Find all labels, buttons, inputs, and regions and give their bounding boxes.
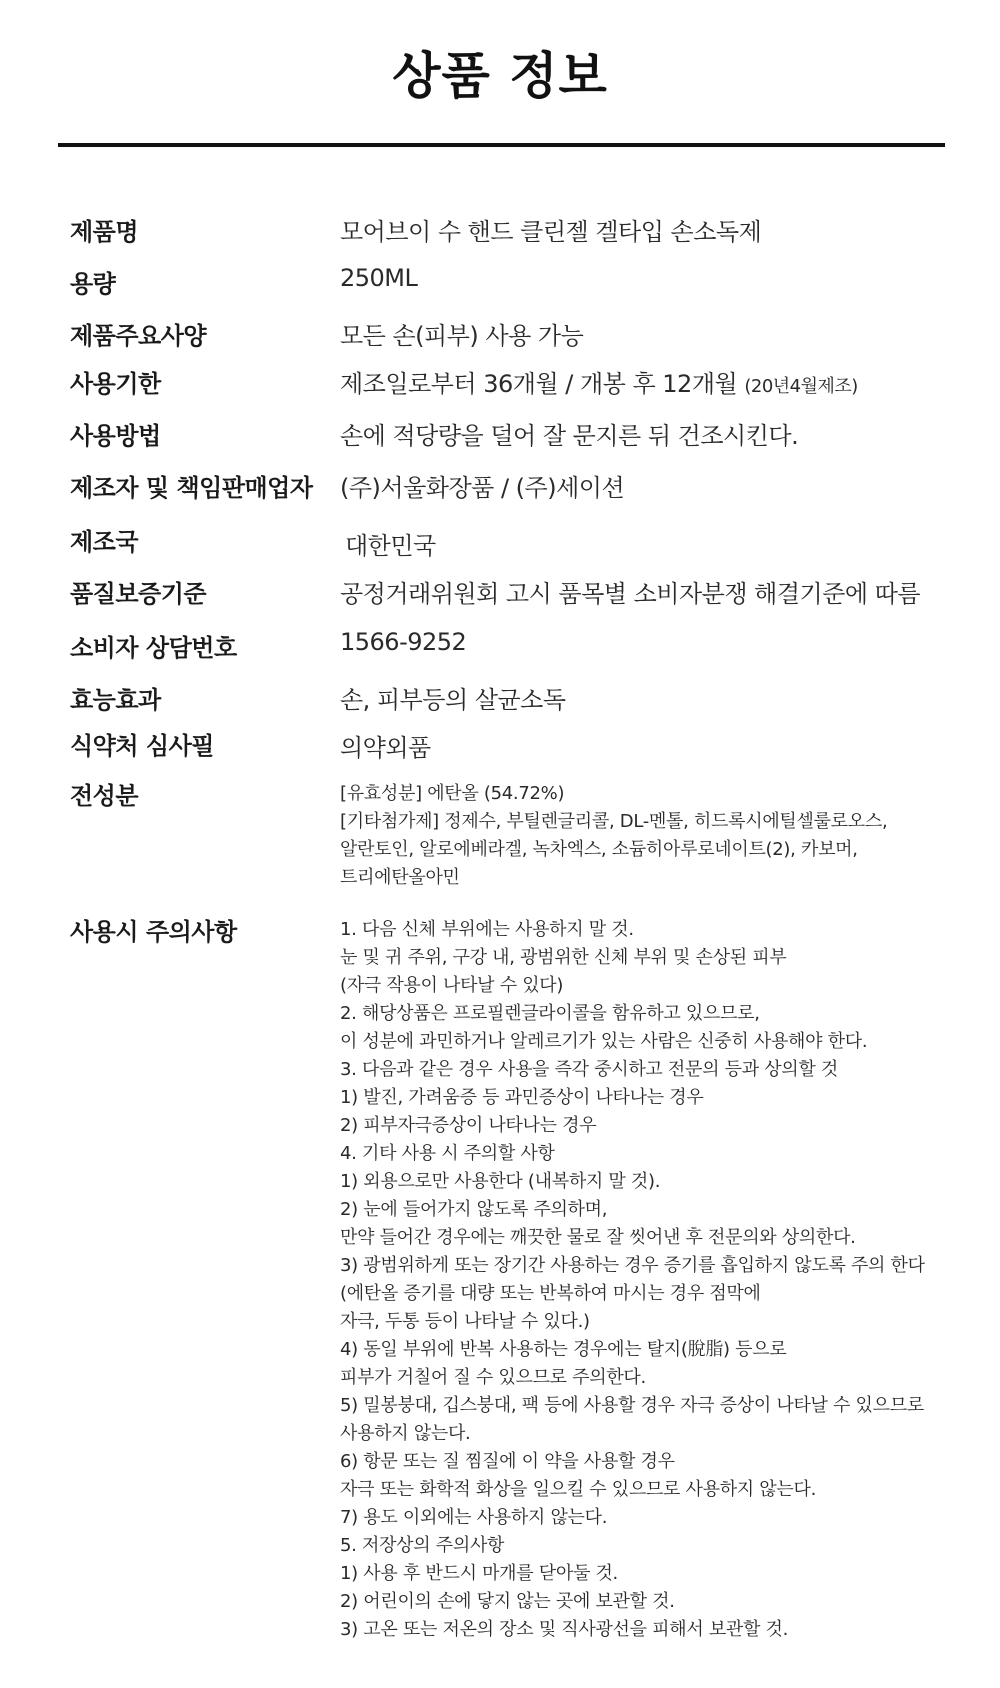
value-volume: 250ML (340, 264, 418, 292)
value-quality-standard: 공정거래위원회 고시 품목별 소비자분쟁 해결기준에 따름 (340, 580, 921, 608)
precaution-line: (자극 작용이 나타날 수 있다) (340, 975, 564, 996)
ingredients-line: [기타첨가제] 정제수, 부틸렌글리콜, DL-멘톨, 히드록시에틸셀룰로오스, (340, 811, 888, 832)
precaution-line: 자극, 두통 등이 나타날 수 있다.) (340, 1311, 590, 1332)
expiry-text: 제조일로부터 36개월 / 개봉 후 12개월 (340, 370, 738, 398)
value-efficacy: 손, 피부등의 살균소독 (340, 686, 566, 714)
value-country: 대한민국 (345, 532, 436, 560)
label-efficacy: 효능효과 (70, 686, 161, 714)
precaution-line: 2) 눈에 들어가지 않도록 주의하며, (340, 1199, 608, 1220)
precaution-line: 3) 광범위하게 또는 장기간 사용하는 경우 증기를 흡입하지 않도록 주의 한다 (340, 1255, 925, 1276)
precaution-line: 이 성분에 과민하거나 알레르기가 있는 사람은 신중히 사용해야 한다. (340, 1031, 868, 1052)
precaution-line: 1. 다음 신체 부위에는 사용하지 말 것. (340, 919, 634, 940)
ingredients-line: [유효성분] 에탄올 (54.72%) (340, 783, 565, 804)
precaution-line: 3. 다음과 같은 경우 사용을 즉각 중시하고 전문의 등과 상의할 것 (340, 1059, 838, 1080)
precaution-line: 6) 항문 또는 질 찜질에 이 약을 사용할 경우 (340, 1451, 675, 1472)
label-volume: 용량 (70, 270, 116, 298)
value-manufacturer: (주)서울화장품 / (주)세이션 (340, 474, 625, 502)
precaution-line: 피부가 거칠어 질 수 있으므로 주의한다. (340, 1367, 646, 1388)
precautions-list (340, 916, 925, 1644)
label-mfds-review: 식약처 심사필 (70, 732, 214, 760)
precaution-line: 1) 외용으로만 사용한다 (내복하지 말 것). (340, 1171, 661, 1192)
label-precautions: 사용시 주의사항 (70, 918, 237, 946)
value-mfds-review: 의약외품 (340, 734, 431, 762)
label-quality-standard: 품질보증기준 (70, 580, 207, 608)
title-divider (58, 143, 945, 147)
precaution-line: 3) 고온 또는 저온의 장소 및 직사광선을 피해서 보관할 것. (340, 1619, 789, 1640)
label-manufacturer: 제조자 및 책임판매업자 (70, 474, 313, 502)
precaution-line: 5) 밀봉붕대, 깁스붕대, 팩 등에 사용할 경우 자극 증상이 나타날 수 있으므로 (340, 1395, 924, 1416)
ingredients-line: 트리에탄올아민 (340, 867, 460, 888)
precaution-line: 1) 사용 후 반드시 마개를 닫아둘 것. (340, 1563, 618, 1584)
value-main-spec: 모든 손(피부) 사용 가능 (340, 322, 584, 350)
label-expiry: 사용기한 (70, 370, 161, 398)
label-usage: 사용방법 (70, 422, 161, 450)
value-product-name: 모어브이 수 핸드 클린젤 겔타입 손소독제 (340, 218, 762, 246)
precaution-line: 2. 해당상품은 프로필렌글라이콜을 함유하고 있으므로, (340, 1003, 760, 1024)
precaution-line: 7) 용도 이외에는 사용하지 않는다. (340, 1507, 608, 1528)
value-expiry (340, 364, 858, 399)
precaution-line: 눈 및 귀 주위, 구강 내, 광범위한 신체 부위 및 손상된 피부 (340, 947, 787, 968)
label-country: 제조국 (70, 528, 139, 556)
label-main-spec: 제품주요사양 (70, 322, 207, 350)
precaution-line: (에탄올 증기를 대량 또는 반복하여 마시는 경우 점막에 (340, 1283, 761, 1304)
label-product-name: 제품명 (70, 218, 139, 246)
precaution-line: 5. 저장상의 주의사항 (340, 1535, 505, 1556)
precaution-line: 사용하지 않는다. (340, 1423, 471, 1444)
expiry-note: (20년4월제조) (744, 376, 858, 397)
label-consumer-phone: 소비자 상담번호 (70, 634, 237, 662)
precaution-line: 4. 기타 사용 시 주의할 사항 (340, 1143, 555, 1164)
ingredients-list (340, 780, 887, 892)
value-usage: 손에 적당량을 덜어 잘 문지른 뒤 건조시킨다. (340, 422, 799, 450)
precaution-line: 2) 피부자극증상이 나타나는 경우 (340, 1115, 597, 1136)
precaution-line: 4) 동일 부위에 반복 사용하는 경우에는 탈지(脫脂) 등으로 (340, 1339, 787, 1360)
ingredients-line: 알란토인, 알로에베라겔, 녹차엑스, 소듐히아루로네이트(2), 카보머, (340, 839, 858, 860)
label-ingredients: 전성분 (70, 782, 139, 810)
value-consumer-phone: 1566-9252 (340, 628, 467, 656)
page-title: 상품 정보 (392, 47, 608, 105)
precaution-line: 자극 또는 화학적 화상을 일으킬 수 있으므로 사용하지 않는다. (340, 1479, 816, 1500)
precaution-line: 1) 발진, 가려움증 등 과민증상이 나타나는 경우 (340, 1087, 704, 1108)
precaution-line: 만약 들어간 경우에는 깨끗한 물로 잘 씻어낸 후 전문의와 상의한다. (340, 1227, 856, 1248)
precaution-line: 2) 어린이의 손에 닿지 않는 곳에 보관할 것. (340, 1591, 675, 1612)
